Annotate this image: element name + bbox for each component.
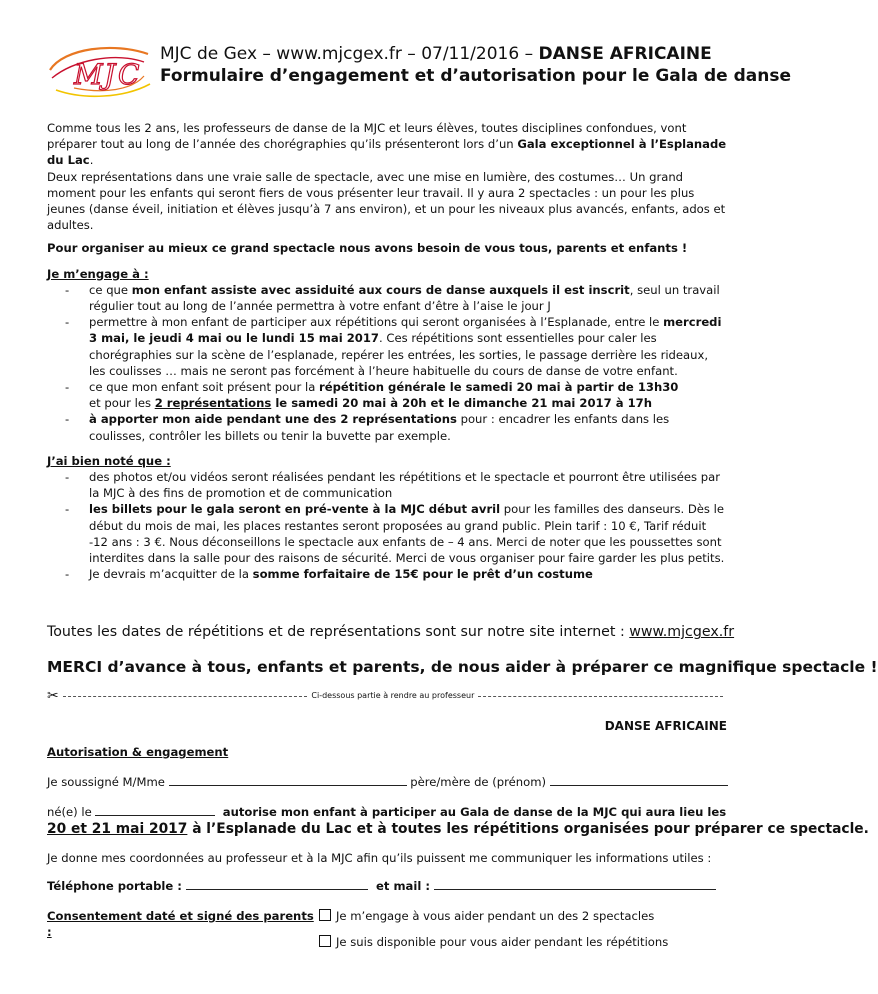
consent-options — [319, 908, 668, 960]
svg-text:C: C — [118, 58, 140, 91]
form-line-contact: Je donne mes coordonnées au professeur et à la MJC afin qu’ils puissent me communiquer les informations utiles : — [47, 851, 712, 865]
cut-line — [47, 690, 727, 702]
noted-list — [47, 469, 727, 582]
website-link[interactable]: www.mjcgex.fr — [629, 624, 735, 641]
thanks-line: MERCI d’avance à tous, enfants et parents, de nous aider à préparer ce magnifique spectacle ! — [47, 658, 878, 677]
consent-label: Consentement daté et signé des parents : — [47, 909, 314, 939]
noted-title: J’ai bien noté que : — [47, 453, 171, 468]
header — [160, 44, 791, 87]
website-line: Toutes les dates de répétitions et de représentations sont sur notre site internet : www.mjcgex.fr — [47, 624, 735, 641]
list-item: - ce que mon enfant assiste avec assiduité aux cours de danse auxquels il est inscrit, seul un travail régulier tout au long de l’année permettra à votre enfant d’être à l’aise le jour J — [47, 282, 727, 314]
list-item: - les billets pour le gala seront en pré-vente à la MJC début avril pour les familles des danseurs. Dès le début du mois de mai, les places restantes seront proposées au grand public. Plein tarif : 10 €, Tarif réduit -12 ans : 3 €. Nous déconseillons le spectacle aux enfants de – 4 ans. Merci de noter que les poussettes sont interdites dans la salle pour des raisons de sécurité. Merci de vous organiser pour faire garder les plus petits. — [47, 501, 727, 566]
form-line-phone: Téléphone portable : et mail : — [47, 877, 727, 894]
form-line-name: Je soussigné M/Mme père/mère de (prénom) — [47, 773, 727, 790]
form-discipline: DANSE AFRICAINE — [604, 719, 727, 733]
form-line-dates: 20 et 21 mai 2017 à l’Esplanade du Lac et à toutes les répétitions organisées pour préparer ce spectacle. — [47, 821, 869, 837]
return-form — [47, 718, 869, 960]
cut-label: Ci-dessous partie à rendre au professeur — [311, 691, 475, 700]
list-item: - à apporter mon aide pendant une des 2 représentations pour : encadrer les enfants dans les coulisses, contrôler les billets ou tenir la buvette par exemple. — [47, 411, 727, 443]
scissors-icon: ✂ — [47, 688, 59, 704]
header-line1: MJC de Gex – www.mjcgex.fr – 07/11/2016 – DANSE AFRICAINE — [160, 44, 712, 64]
svg-text:J: J — [104, 58, 116, 91]
body-text — [47, 120, 878, 678]
intro-call: Pour organiser au mieux ce grand spectacle nous avons besoin de vous tous, parents et enfants ! — [47, 241, 688, 256]
mjc-logo — [44, 40, 154, 102]
consent-section — [47, 908, 727, 960]
engage-title: Je m’engage à : — [47, 266, 149, 281]
option-help-show[interactable]: Je m’engage à vous aider pendant un des 2 spectacles — [319, 908, 668, 924]
name-field[interactable] — [169, 773, 407, 786]
intro-paragraph-2: Deux représentations dans une vraie salle de spectacle, avec une mise en lumière, des costumes… Un grand moment pour les enfants qui seront fiers de vous présenter leur travail. Il y aura 2 spectacles : un pour les plus jeunes (danse éveil, initiation et élèves jusqu’à 7 ans environ), et un pour les niveaux plus avancés, enfants, ados et adultes. — [47, 169, 726, 233]
dashed-line — [478, 696, 723, 697]
list-item: - ce que mon enfant soit présent pour la répétition générale le samedi 20 mai à partir de 13h30 et pour les 2 représentations le samedi 20 mai à 20h et le dimanche 21 mai 2017 à 17h — [47, 379, 727, 411]
dashed-line — [63, 696, 308, 697]
intro-paragraph-1: Comme tous les 2 ans, les professeurs de danse de la MJC et leurs élèves, toutes disciplines confondues, vont préparer tout au long de l’année des chorégraphies qu’ils présenteront lors d’un Gala exceptionnel à l’Esplanade du Lac. — [47, 121, 727, 168]
checkbox[interactable] — [319, 935, 331, 947]
engage-list — [47, 282, 727, 444]
page-title: Formulaire d’engagement et d’autorisation pour le Gala de danse — [160, 66, 791, 86]
phone-field[interactable] — [186, 877, 368, 890]
form-line-birth: né(e) le autorise mon enfant à participer au Gala de danse de la MJC qui aura lieu les — [47, 805, 727, 819]
checkbox[interactable] — [319, 909, 331, 921]
option-help-rehearsal[interactable]: Je suis disponible pour vous aider pendant les répétitions — [319, 934, 668, 950]
list-item: - Je devrais m’acquitter de la somme forfaitaire de 15€ pour le prêt d’un costume — [47, 566, 727, 582]
list-item: - permettre à mon enfant de participer aux répétitions qui seront organisées à l’Esplanade, entre le mercredi 3 mai, le jeudi 4 mai ou le lundi 15 mai 2017. Ces répétitions sont essentielles pour caler les chorégraphies sur la scène de l’esplanade, repérer les entrées, les sorties, le passage derrière les rideaux, les coulisses … mais ne seront pas forcément à l’heure habituelle du cours de danse de votre enfant. — [47, 314, 727, 379]
birthdate-field[interactable] — [95, 803, 215, 816]
child-firstname-field[interactable] — [550, 773, 728, 786]
form-title: Autorisation & engagement — [47, 745, 229, 759]
header-discipline: DANSE AFRICAINE — [538, 44, 712, 64]
email-field[interactable] — [434, 877, 716, 890]
list-item: - des photos et/ou vidéos seront réalisées pendant les répétitions et le spectacle et pourront être utilisées par la MJC à des fins de promotion et de communication — [47, 469, 727, 501]
svg-text:M: M — [74, 58, 103, 91]
